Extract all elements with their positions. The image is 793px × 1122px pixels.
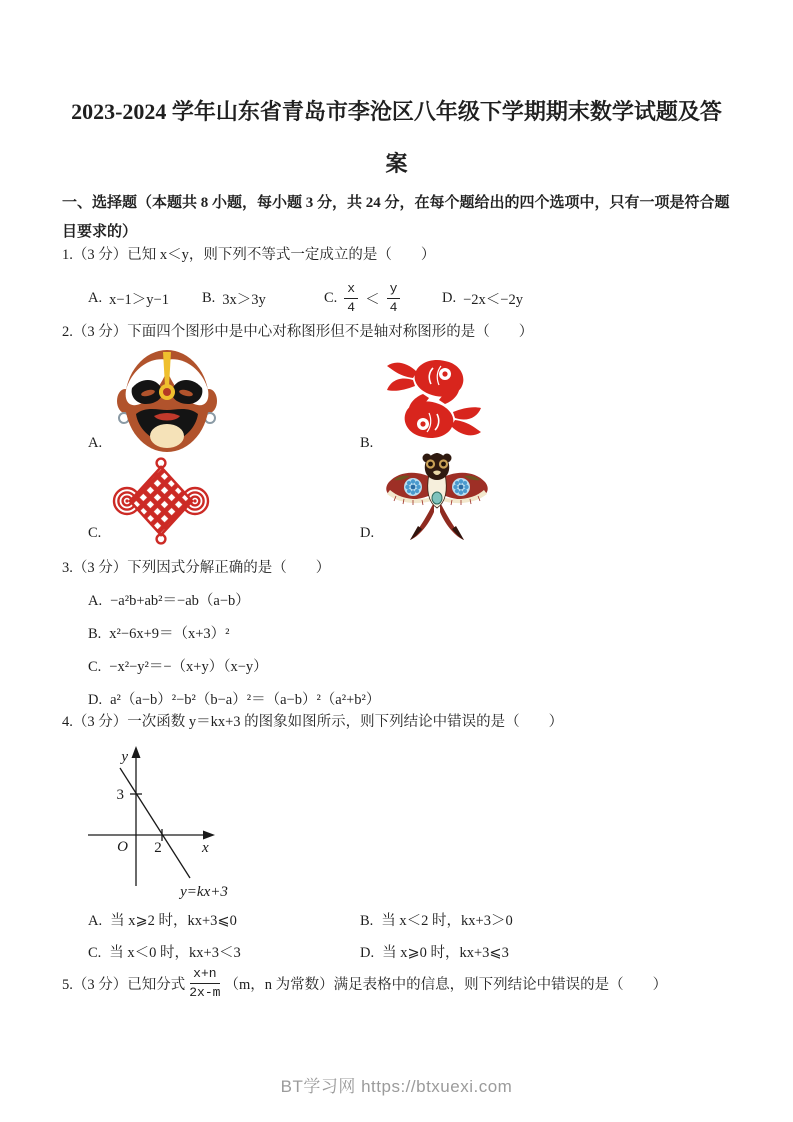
question-1-options (88, 274, 752, 322)
function-line-label: y=kx+3 (180, 884, 228, 900)
fraction-denominator: 4 (347, 299, 356, 315)
q3-option-a (88, 591, 752, 612)
fraction-numerator: y (387, 281, 401, 299)
question-1 (62, 245, 752, 322)
q1-option-a-label: A. (88, 289, 103, 306)
y-axis-arrow (132, 746, 141, 758)
q3-option-c-text: −x²−y²＝−（x+y）（x−y） (109, 659, 268, 675)
function-line (120, 768, 190, 878)
q4-option-b-label: B. (360, 913, 374, 929)
q3-option-d-label: D. (88, 692, 103, 708)
linear-function-graph (84, 744, 262, 904)
q2-option-b-label: B. (360, 435, 374, 451)
q1-option-c-label: C. (324, 289, 338, 306)
question-2-image-row-2 (88, 456, 748, 546)
question-3-stem: 3.（3 分）下列因式分解正确的是（ ） (62, 560, 331, 576)
q4-option-a-label: A. (88, 913, 103, 929)
q4-option-a (88, 911, 360, 932)
q4-option-b-text: 当 x＜2 时，kx+3＞0 (381, 913, 513, 929)
question-3 (62, 558, 752, 711)
q4-option-d-label: D. (360, 945, 375, 961)
paper-cut-double-fish-image (383, 352, 485, 446)
q4-option-a-text: 当 x⩾2 时，kx+3⩽0 (110, 913, 237, 929)
q3-option-d (88, 690, 752, 711)
swallow-kite-image (384, 450, 490, 546)
q3-option-c (88, 657, 752, 678)
q2-option-b (360, 345, 485, 456)
fraction-denominator: 4 (389, 299, 398, 315)
question-5-stem-prefix: 5.（3 分）已知分式 (62, 977, 186, 993)
x-axis-arrow (203, 831, 215, 840)
y-intercept-label: 3 (116, 787, 124, 803)
q3-option-d-text: a²（a−b）²−b²（b−a）²＝（a−b）²（a²+b²） (110, 692, 381, 708)
q2-option-d-label: D. (360, 525, 375, 541)
q1-option-b-text: 3x＞3y (222, 291, 266, 308)
peking-opera-mask-image (112, 346, 222, 456)
origin-label: O (117, 839, 128, 855)
q1-option-c-fraction-1 (344, 281, 358, 316)
q1-option-a (88, 288, 202, 309)
q1-option-c-fraction-2 (387, 281, 401, 316)
graph-axes (88, 753, 208, 886)
question-4 (62, 712, 752, 733)
section-header: 一、选择题（本题共 8 小题，每小题 3 分，共 24 分，在每个题给出的四个选项中，只有一项是符合题目要求的） (62, 195, 730, 240)
q1-option-d-text: −2x＜−2y (463, 291, 523, 308)
x-intercept-label: 2 (154, 840, 162, 856)
fraction-numerator: x+n (190, 966, 219, 984)
q1-option-c-relation: ＜ (365, 291, 380, 308)
q2-option-a (88, 345, 360, 456)
q3-option-b (88, 624, 752, 645)
q4-option-d (360, 943, 509, 964)
q1-option-b-label: B. (202, 289, 216, 306)
q4-option-b (360, 911, 513, 932)
title-line-2: 案 (385, 151, 408, 176)
q1-option-a-text: x−1＞y−1 (109, 291, 169, 308)
question-5-stem-suffix: （m，n 为常数）满足表格中的信息，则下列结论中错误的是（ ） (224, 977, 668, 993)
q3-option-b-label: B. (88, 626, 102, 642)
q2-option-c-label: C. (88, 525, 102, 541)
q1-option-c (324, 281, 442, 316)
q4-options-row-2 (88, 943, 748, 964)
q2-option-c (88, 456, 360, 546)
page-title (50, 86, 743, 190)
question-1-stem: 1.（3 分）已知 x＜y，则下列不等式一定成立的是（ ） (62, 247, 436, 263)
q4-option-c (88, 943, 360, 964)
q2-option-d (360, 456, 490, 546)
footer-watermark: BT学习网 https://btxuexi.com (280, 1077, 513, 1096)
x-axis-label: x (202, 840, 209, 856)
question-2-stem: 2.（3 分）下面四个图形中是中心对称图形但不是轴对称图形的是（ ） (62, 324, 534, 340)
q4-option-c-text: 当 x＜0 时，kx+3＜3 (109, 945, 241, 961)
y-axis-label: y (121, 749, 128, 765)
question-2-image-row-1 (88, 345, 748, 456)
q4-option-d-text: 当 x⩾0 时，kx+3⩽3 (382, 945, 509, 961)
q3-option-a-label: A. (88, 593, 103, 609)
title-line-1: 2023-2024 学年山东省青岛市李沧区八年级下学期期末数学试题及答 (71, 99, 722, 124)
q3-option-c-label: C. (88, 659, 102, 675)
question-5-fraction (189, 966, 220, 1001)
q3-option-b-text: x²−6x+9＝（x+3）² (109, 626, 230, 642)
q2-option-a-label: A. (88, 435, 103, 451)
q1-option-d (442, 288, 523, 309)
fraction-numerator: x (344, 281, 358, 299)
chinese-knot-image (111, 456, 211, 546)
q1-option-b (202, 288, 324, 309)
q1-option-d-label: D. (442, 289, 457, 306)
q4-options-row-1 (88, 911, 748, 932)
fraction-denominator: 2x-m (189, 985, 221, 1000)
q4-option-c-label: C. (88, 945, 102, 961)
question-2 (62, 322, 752, 343)
q3-option-a-text: −a²b+ab²＝−ab（a−b） (110, 593, 250, 609)
question-5 (62, 966, 772, 1001)
question-4-stem: 4.（3 分）一次函数 y＝kx+3 的图象如图所示，则下列结论中错误的是（ ） (62, 714, 564, 730)
